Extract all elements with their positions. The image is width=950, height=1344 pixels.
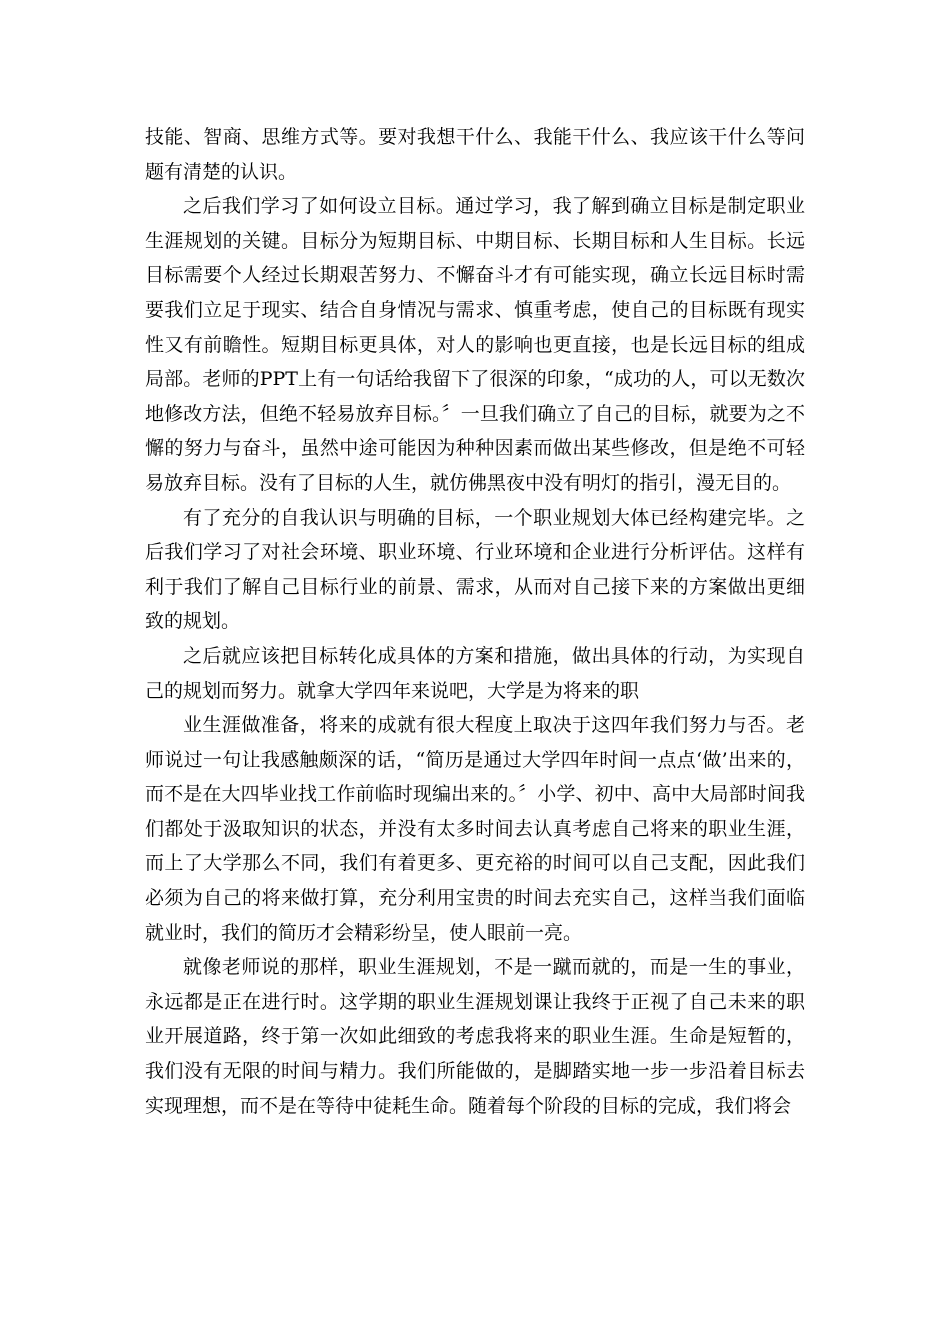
paragraph-4: 之后就应该把目标转化成具体的方案和措施，做出具体的行动，为实现自己的规划而努力。就拿大学四年来说吧，大学是为将来的职 bbox=[145, 644, 805, 702]
paragraph-6: 就像老师说的那样，职业生涯规划，不是一蹴而就的，而是一生的事业，永远都是正在进行时。这学期的职业生涯规划课让我终于正视了自己未来的职业开展道路，终于第一次如此细致的考虑我将来的职业生涯。生命是短暂的，我们没有无限的时间与精力。我们所能做的，是脚踏实地一步一步沿着目标去实现理想，而不是在等待中徒耗生命。随着每个阶段的目标的完成，我们将会 bbox=[145, 956, 805, 1117]
paragraph-1: 技能、智商、思维方式等。要对我想干什么、我能干什么、我应该干什么等问题有清楚的认识。 bbox=[145, 126, 805, 183]
paragraph-5: 业生涯做准备，将来的成就有很大程度上取决于这四年我们努力与否。老师说过一句让我感触颇深的话，“简历是通过大学四年时间一点点‘做’出来的，而不是在大四毕业找工作前临时现编出来的。〞小学、初中、高中大局部时间我们都处于汲取知识的状态，并没有太多时间去认真考虑自己将来的职业生涯，而上了大学那么不同，我们有着更多、更充裕的时间可以自己支配，因此我们必须为自己的将来做打算，充分利用宝贵的时间去充实自己，这样当我们面临就业时，我们的简历才会精彩纷呈，使人眼前一亮。 bbox=[145, 714, 805, 944]
paragraph-3: 有了充分的自我认识与明确的目标，一个职业规划大体已经构建完毕。之后我们学习了对社会环境、职业环境、行业环境和企业进行分析评估。这样有利于我们了解自己目标行业的前景、需求，从而对自己接下来的方案做出更细致的规划。 bbox=[145, 506, 805, 633]
document-page bbox=[145, 120, 805, 1123]
paragraph-2: 之后我们学习了如何设立目标。通过学习，我了解到确立目标是制定职业生涯规划的关键。目标分为短期目标、中期目标、长期目标和人生目标。长远目标需要个人经过长期艰苦努力、不懈奋斗才有可能实现，确立长远目标时需要我们立足于现实、结合自身情况与需求、慎重考虑，使自己的目标既有现实性又有前瞻性。短期目标更具体，对人的影响也更直接，也是长远目标的组成局部。老师的PPT上有一句话给我留下了很深的印象，“成功的人，可以无数次地修改方法，但绝不轻易放弃目标。〞一旦我们确立了自己的目标，就要为之不懈的努力与奋斗，虽然中途可能因为种种因素而做出某些修改，但是绝不可轻易放弃目标。没有了目标的人生，就仿佛黑夜中没有明灯的指引，漫无目的。 bbox=[145, 195, 805, 494]
